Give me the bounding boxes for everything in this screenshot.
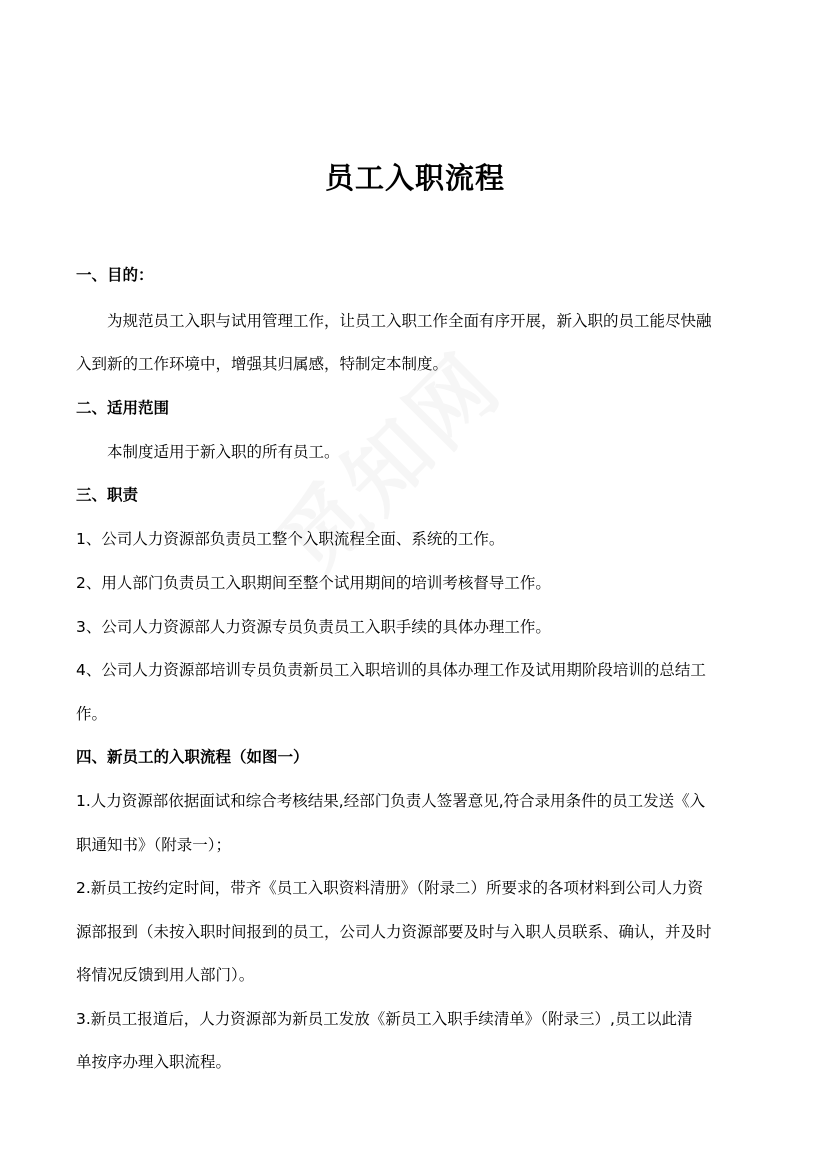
list-item: 1.人力资源部依据面试和综合考核结果,经部门负责人签署意见,符合录用条件的员工发送《入 [76, 792, 706, 810]
paragraph-line: 入到新的工作环境中，增强其归属感，特制定本制度。 [76, 355, 449, 373]
section-heading-scope: 二、适用范围 [76, 398, 170, 417]
page-title: 员工入职流程 [324, 161, 505, 195]
list-item: 2.新员工按约定时间，带齐《员工入职资料清册》（附录二）所要求的各项材料到公司人力资 [76, 879, 704, 897]
paragraph-line: 本制度适用于新入职的所有员工。 [107, 443, 340, 461]
list-item: 3.新员工报道后，人力资源部为新员工发放《新员工入职手续清单》（附录三）,员工以此清 [76, 1010, 693, 1028]
section-heading-process: 四、新员工的入职流程（如图一） [76, 747, 309, 766]
list-item: 2、用人部门负责员工入职期间至整个试用期间的培训考核督导工作。 [76, 574, 551, 592]
list-item: 3、公司人力资源部人力资源专员负责员工入职手续的具体办理工作。 [76, 618, 551, 636]
list-item: 1、公司人力资源部负责员工整个入职流程全面、系统的工作。 [76, 530, 505, 548]
paragraph-line: 为规范员工入职与试用管理工作，让员工入职工作全面有序开展，新入职的员工能尽快融 [107, 312, 712, 330]
list-item-continued: 将情况反馈到用人部门）。 [76, 966, 255, 984]
list-item-continued: 作。 [76, 705, 108, 723]
list-item: 4、公司人力资源部培训专员负责新员工入职培训的具体办理工作及试用期阶段培训的总结工 [76, 661, 706, 679]
section-heading-purpose: 一、目的： [76, 265, 154, 284]
section-heading-duties: 三、职责 [76, 485, 139, 504]
list-item-continued: 职通知书》（附录一）； [76, 836, 232, 854]
list-item-continued: 源部报到（未按入职时间报到的员工，公司人力资源部要及时与入职人员联系、确认，并及时 [76, 923, 712, 941]
list-item-continued: 单按序办理入职流程。 [76, 1053, 232, 1071]
